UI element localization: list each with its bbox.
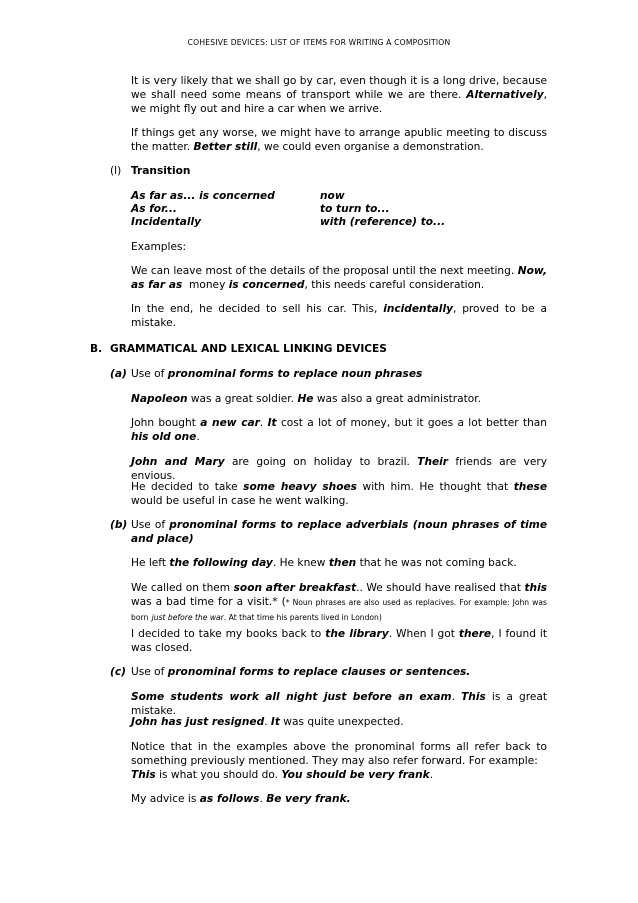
text: If things get any worse, we might have to arrange apublic meeting to discuss the matter. — [131, 127, 547, 153]
transition-term: with (reference) to... — [320, 216, 446, 228]
transition-term: As far as... is concerned — [131, 190, 275, 202]
highlight: You should be very frank — [281, 769, 430, 781]
example-paragraph — [131, 690, 547, 718]
highlight: there — [458, 628, 492, 640]
text: friends are very envious. — [131, 456, 547, 482]
footnote-text: * Noun phrases are also used as replacives. For example: John was born — [131, 598, 547, 622]
transition-term: As for... — [131, 203, 177, 215]
text: , proved to be a mistake. — [131, 303, 548, 329]
text: Notice that in the examples above the pronominal forms all refer back to something previously mentioned. They may also refer forward. For example: — [131, 741, 547, 767]
text: It is very likely that we shall go by car, even though it is a long drive, because we shall need some means of transport while we are there. — [131, 75, 547, 101]
text: was a bad time for a visit.* ( — [131, 596, 286, 608]
transition-term: to turn to... — [320, 203, 390, 215]
highlight: It — [270, 716, 280, 728]
text: , this needs careful consideration. — [304, 279, 485, 291]
example-paragraph — [131, 264, 547, 292]
text: would be useful in case he went walking. — [131, 495, 349, 507]
text: was also a great administrator. — [316, 393, 481, 405]
paragraph-alternatively — [131, 74, 547, 116]
highlight: He — [297, 393, 314, 405]
highlight: soon after breakfast — [233, 582, 357, 594]
example-paragraph — [131, 392, 547, 406]
section-label-b: B. — [90, 343, 103, 355]
text: Use of — [131, 519, 166, 531]
subsection-title-b — [131, 518, 547, 546]
text: Use of — [131, 666, 165, 678]
highlight: Alternatively — [466, 89, 544, 101]
transition-term: Incidentally — [131, 216, 202, 228]
highlight: John has just resigned — [131, 716, 265, 728]
example-paragraph — [131, 581, 547, 625]
example-paragraph — [131, 715, 547, 729]
text: with him. He thought that — [362, 481, 509, 493]
example-paragraph — [131, 302, 547, 330]
highlight: This — [131, 769, 156, 781]
text: . — [259, 417, 264, 429]
text: cost a lot of money, but it goes a lot better than — [280, 417, 548, 429]
text: . — [451, 691, 455, 703]
highlight: pronominal forms to replace noun phrases — [167, 368, 423, 380]
example-paragraph — [131, 556, 547, 570]
text: , we could even organise a demonstration. — [257, 141, 484, 153]
text: is a great mistake. — [131, 691, 548, 717]
footnote-text: . At that time his parents lived in London) — [223, 613, 382, 622]
example-paragraph — [131, 416, 547, 444]
item-label-c: (c) — [110, 666, 126, 678]
text: was a great soldier. — [190, 393, 295, 405]
highlight: the library — [325, 628, 389, 640]
section-title-b: GRAMMATICAL AND LEXICAL LINKING DEVICES — [110, 343, 387, 355]
highlight: Their — [417, 456, 449, 468]
text: . — [196, 431, 200, 443]
text: , I found it was closed. — [131, 628, 548, 654]
footnote-highlight: just before the war — [151, 613, 224, 622]
text: . — [429, 769, 434, 781]
text: are going on holiday to brazil. — [231, 456, 410, 468]
text: . — [264, 716, 268, 728]
highlight: John and Mary — [131, 456, 225, 468]
example-paragraph — [131, 480, 547, 508]
example-paragraph — [131, 627, 547, 655]
examples-label: Examples: — [131, 241, 187, 253]
text: . He knew — [272, 557, 326, 569]
example-paragraph — [131, 792, 547, 806]
highlight: Now, as far as — [131, 265, 547, 291]
text: . — [259, 793, 263, 805]
text: is what you should do. — [159, 769, 278, 781]
transition-term: now — [320, 190, 345, 202]
text: I decided to take my books back to — [131, 628, 322, 640]
subsection-title-c — [131, 665, 470, 679]
text: My advice is — [131, 793, 197, 805]
example-paragraph — [131, 740, 547, 782]
text: .. We should have realised that — [356, 582, 521, 594]
highlight: Better still — [193, 141, 258, 153]
text: We can leave most of the details of the proposal until the next meeting. — [131, 265, 515, 277]
highlight: some heavy shoes — [243, 481, 357, 493]
highlight: pronominal forms to replace clauses or sentences. — [167, 666, 471, 678]
page-header: COHESIVE DEVICES: LIST OF ITEMS FOR WRITING A COMPOSITION — [187, 38, 451, 47]
text: that he was not coming back. — [359, 557, 517, 569]
text: John bought — [131, 417, 196, 429]
text: We called on them — [131, 582, 231, 594]
highlight: then — [328, 557, 357, 569]
example-paragraph — [131, 455, 547, 483]
highlight: incidentally — [383, 303, 453, 315]
text: , we might fly out and hire a car when we arrive. — [131, 89, 547, 115]
highlight: Napoleon — [131, 393, 188, 405]
text: In the end, he decided to sell his car. This, — [131, 303, 378, 315]
paragraph-better-still — [131, 126, 547, 154]
subsection-title-a — [131, 367, 422, 381]
highlight: these — [513, 481, 548, 493]
highlight: this — [524, 582, 548, 594]
highlight: pronominal forms to replace adverbials (noun phrases of time and place) — [131, 519, 547, 545]
text: He left — [131, 557, 167, 569]
highlight: his old one — [131, 431, 197, 443]
text: Use of — [131, 368, 165, 380]
highlight: a new car — [200, 417, 260, 429]
text: money — [189, 279, 226, 291]
text: He decided to take — [131, 481, 238, 493]
highlight: is concerned — [228, 279, 305, 291]
text: . When I got — [388, 628, 455, 640]
section-title-transition: Transition — [131, 165, 191, 177]
highlight: Be very frank. — [266, 793, 351, 805]
highlight: This — [461, 691, 486, 703]
text: was quite unexpected. — [283, 716, 404, 728]
highlight: Some students work all night just before an exam — [131, 691, 452, 703]
highlight: as follows — [199, 793, 260, 805]
highlight: It — [267, 417, 277, 429]
item-label-b: (b) — [110, 519, 128, 531]
item-label-l: (l) — [110, 165, 122, 177]
item-label-a: (a) — [110, 368, 127, 380]
highlight: the following day — [169, 557, 273, 569]
